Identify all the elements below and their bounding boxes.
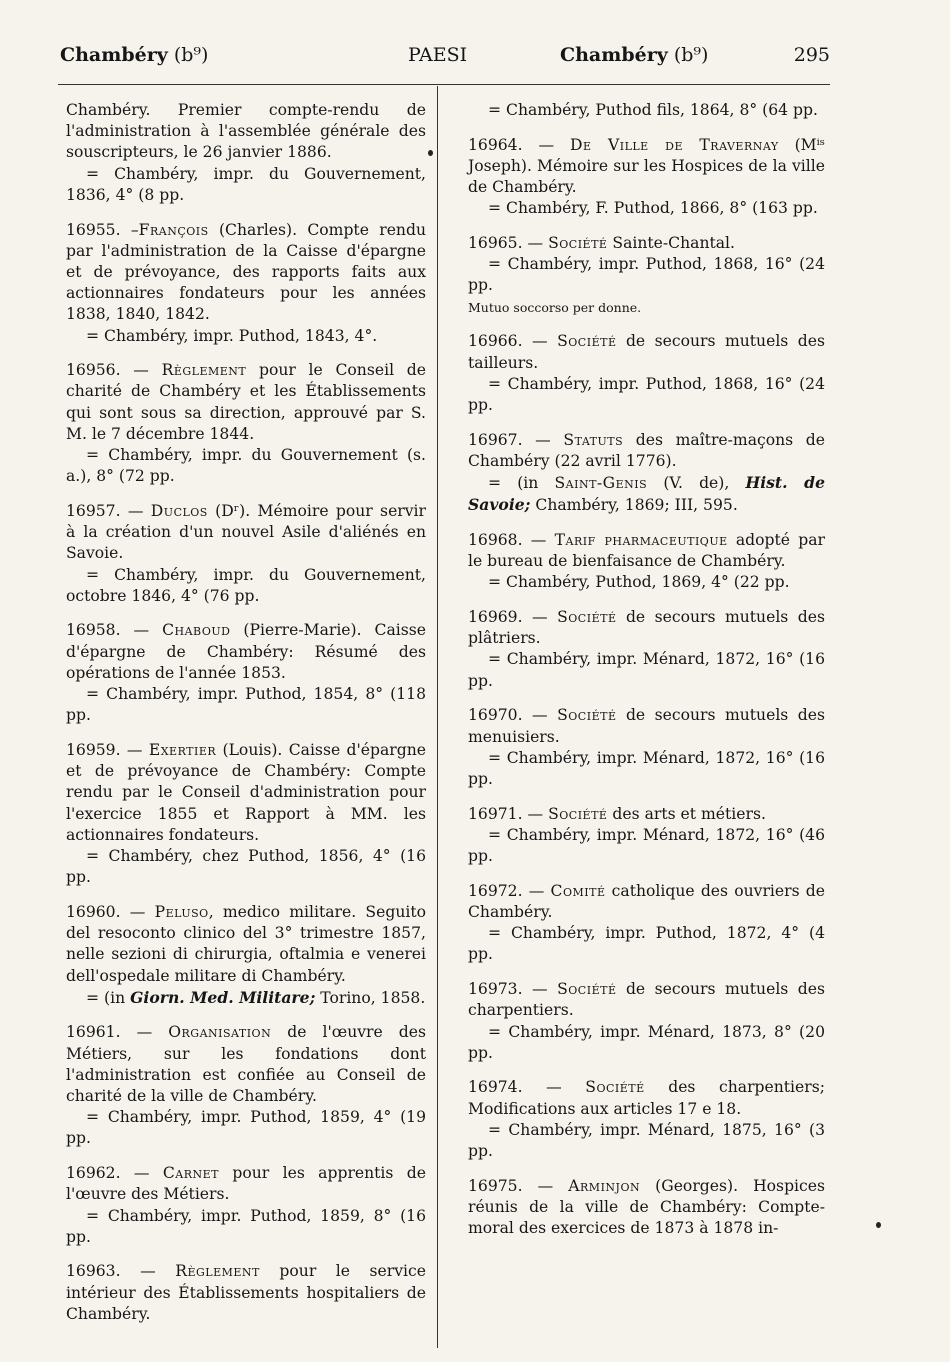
entry-16975 xyxy=(468,1176,825,1240)
entry-author: Règlement xyxy=(175,1262,260,1281)
entry-imprint: = Chambéry, impr. Puthod, 1843, 4°. xyxy=(86,326,378,345)
entry-number: 16956. — xyxy=(66,361,162,380)
entry-imprint: = Chambéry, impr. Puthod, 1859, 4° (19 pp. xyxy=(66,1108,426,1148)
entry-16960 xyxy=(66,902,426,1009)
entry-text: adopté par le bureau de bienfaisance de Chambéry. xyxy=(468,530,825,571)
entry-16963 xyxy=(66,1261,426,1325)
entry-number: 16970. — xyxy=(468,706,558,725)
entry-number: 16961. — xyxy=(66,1023,169,1042)
entry-number: 16975. — xyxy=(468,1176,569,1195)
entry-imprint: = Chambéry, impr. Puthod, 1868, 16° (24 pp. xyxy=(468,374,825,414)
imprint-post: Chambéry, 1869; III, 595. xyxy=(530,496,738,515)
entry-16965 xyxy=(468,233,825,318)
entry-text: pour les apprentis de l'œuvre des Métiers. xyxy=(66,1164,426,1204)
entry-number: 16971. — xyxy=(468,804,549,823)
entry-number: 16974. — xyxy=(468,1078,586,1097)
entry-16972 xyxy=(468,881,825,966)
entry-16969 xyxy=(468,607,825,692)
entry-author: Société xyxy=(557,608,617,627)
entry-author: Règlement xyxy=(161,361,247,380)
entry-16959 xyxy=(66,740,426,888)
entry-body xyxy=(66,1022,426,1107)
entry-author: Organisation xyxy=(168,1023,272,1042)
entry-number: 16964. — xyxy=(468,135,571,154)
imprint-author: Saint-Genis xyxy=(554,474,648,493)
ink-speck xyxy=(876,1222,881,1228)
header-left xyxy=(60,44,208,66)
entry-number: 16963. — xyxy=(66,1262,176,1281)
header-right-sup: (b⁹) xyxy=(673,44,709,66)
entry-text: (Mⁱˢ Joseph). Mémoire sur les Hospices de la ville de Chambéry. xyxy=(468,135,826,197)
entry-number: 16972. — xyxy=(468,881,551,900)
entry-imprint xyxy=(468,472,825,516)
entry-body xyxy=(468,881,825,923)
entry-text: (Louis). Caisse d'épargne et de prévoyance de Chambéry: Compte rendu par le Conseil d'administration pour l'exercice 1855 et Rapport à MM. les actionnaires fondateurs. xyxy=(66,740,426,844)
entry-author: François xyxy=(138,220,209,239)
entry-imprint: = Chambéry, Puthod fils, 1864, 8° (64 pp. xyxy=(488,101,818,119)
entry-body xyxy=(468,1176,825,1240)
entry-text: , medico militare. Seguito del resoconto clinico del 3° trimestre 1857, nelle sezioni di chirurgia, oftalmia e venerei dell'ospedale militare di Chambéry. xyxy=(66,902,426,985)
entry-author: De Ville de Travernay xyxy=(570,135,779,154)
entry-text: des maître-maçons de Chambéry (22 avril 1776). xyxy=(468,430,825,470)
entry-body xyxy=(66,360,426,445)
entry-imprint: = Chambéry, impr. Puthod, 1872, 4° (4 pp. xyxy=(468,924,825,964)
entry-author: Tarif pharmaceutique xyxy=(554,530,728,549)
entry-16958 xyxy=(66,620,426,726)
entry-body xyxy=(66,902,426,987)
entry-body xyxy=(66,620,426,684)
entry-body xyxy=(66,1163,426,1205)
entry-author: Comité xyxy=(550,881,606,900)
running-header xyxy=(60,44,830,74)
entry-text: catholique des ouvriers de Chambéry. xyxy=(468,881,825,921)
entry-16956 xyxy=(66,360,426,487)
entry-author: Société xyxy=(548,234,608,253)
entry-text: des arts et métiers. xyxy=(607,804,766,823)
entry-body xyxy=(468,233,825,254)
entry-body xyxy=(468,1077,825,1119)
entry-body xyxy=(468,530,825,572)
header-right-title: Chambéry xyxy=(560,44,668,66)
imprint-title: Hist. de Savoie; xyxy=(468,473,826,515)
entry-text: des charpentiers; Modifications aux articles 17 e 18. xyxy=(468,1078,825,1118)
entry-text: de secours mutuels des tailleurs. xyxy=(468,332,825,372)
entry-body xyxy=(468,979,825,1021)
entry-imprint: = Chambéry, impr. Puthod, 1854, 8° (118 pp. xyxy=(66,685,426,725)
entry-body xyxy=(66,501,426,565)
entry-author: Société xyxy=(557,980,617,999)
entry-author: Peluso xyxy=(154,902,209,921)
entry-imprint: = Chambéry, impr. Puthod, 1868, 16° (24 pp. xyxy=(468,255,825,295)
entry-number: 16962. — xyxy=(66,1164,163,1183)
entry-author: Chaboud xyxy=(162,621,231,640)
entry-imprint: = Chambéry, Puthod, 1869, 4° (22 pp. xyxy=(488,573,790,592)
entry-author: Société xyxy=(585,1078,645,1097)
entry-text: de secours mutuels des menuisiers. xyxy=(468,706,825,746)
entry-imprint: = Chambéry, impr. Ménard, 1872, 16° (46 pp. xyxy=(468,825,825,866)
entry-16957 xyxy=(66,501,426,607)
entry-text: Sainte-Chantal. xyxy=(607,234,735,253)
imprint-journal: Giorn. Med. Militare; xyxy=(130,987,316,1007)
right-column xyxy=(468,100,825,1253)
entry-number: 16968. — xyxy=(468,530,555,549)
entry-number: 16973. — xyxy=(468,980,558,999)
imprint-pre: = (in xyxy=(86,988,131,1007)
entry-imprint: = Chambéry, chez Puthod, 1856, 4° (16 pp. xyxy=(66,847,426,887)
entry-16955 xyxy=(66,220,426,347)
entry-author: Société xyxy=(548,804,608,823)
entry-note: Mutuo soccorso per donne. xyxy=(468,299,642,315)
imprint-mid: (V. de), xyxy=(647,474,746,493)
entry-imprint: = Chambéry, impr. du Gouvernement (s. a.), 8° (72 pp. xyxy=(66,446,426,486)
entry-text: (Dʳ). Mémoire pour servir à la création d'un nouvel Asile d'aliénés en Savoie. xyxy=(66,501,426,563)
page-number: 295 xyxy=(793,44,830,66)
header-left-title: Chambéry xyxy=(60,44,168,66)
entry-author: Exertier xyxy=(148,740,217,759)
entry-16961 xyxy=(66,1022,426,1149)
entry-number: 16957. — xyxy=(66,501,151,520)
entry-imprint: = Chambéry, impr. du Gouvernement, 1836, 4° (8 pp. xyxy=(66,164,426,204)
entry-body xyxy=(468,804,825,825)
entry-16966 xyxy=(468,331,825,416)
entry-16974 xyxy=(468,1077,825,1162)
entry-author: Duclos xyxy=(150,501,208,520)
header-center: PAESI xyxy=(408,44,468,66)
entry-author: Carnet xyxy=(162,1164,220,1183)
entry-author: Arminjon xyxy=(568,1176,641,1195)
entry-number: 16959. — xyxy=(66,740,149,759)
entry-16971 xyxy=(468,804,825,868)
entry-16968 xyxy=(468,530,825,594)
entry-imprint: = Chambéry, F. Puthod, 1866, 8° (163 pp. xyxy=(488,199,818,218)
entry-imprint xyxy=(66,987,426,1009)
entry-body xyxy=(468,705,825,747)
entry-number: 16960. — xyxy=(66,902,155,921)
entry-16973 xyxy=(468,979,825,1064)
entry-text: Chambéry. Premier compte-rendu de l'administration à l'assemblée générale des souscripteurs, le 26 janvier 1886. xyxy=(66,101,426,162)
entry-text: pour le Conseil de charité de Chambéry et les Établissements qui sont sous sa direction, approuvé par S. M. le 7 décembre 1844. xyxy=(66,361,426,443)
entry-body xyxy=(468,331,825,373)
entry-body xyxy=(66,1261,426,1325)
entry-author: Statuts xyxy=(563,430,624,449)
entry-imprint: = Chambéry, impr. Ménard, 1872, 16° (16 pp. xyxy=(468,748,825,788)
ink-speck xyxy=(428,150,433,156)
entry-body xyxy=(468,607,825,649)
entry-number: 16969. — xyxy=(468,608,558,627)
entry-number: 16955. – xyxy=(66,220,139,239)
entry-text: de secours mutuels des charpentiers. xyxy=(468,980,825,1020)
entry-16964 xyxy=(468,135,825,220)
column-divider xyxy=(437,86,438,1348)
entry-imprint: = Chambéry, impr. Ménard, 1872, 16° (16 pp. xyxy=(468,650,825,690)
entry xyxy=(66,100,426,206)
entry-number: 16966. — xyxy=(468,332,558,351)
entry-body xyxy=(468,135,825,199)
imprint-pre: = (in xyxy=(488,474,555,493)
header-right xyxy=(560,44,708,66)
entry-text: (Georges). Hospices réunis de la ville de Chambéry: Compte-moral des exercices de 1873 à 1878 in- xyxy=(468,1176,825,1238)
entry-imprint: = Chambéry, impr. Ménard, 1875, 16° (3 pp. xyxy=(468,1120,825,1161)
entry-number: 16958. — xyxy=(66,621,163,640)
entry-body xyxy=(468,430,825,472)
header-left-sup: (b⁹) xyxy=(173,44,209,66)
entry-16962 xyxy=(66,1163,426,1248)
entry-imprint: = Chambéry, impr. du Gouvernement, octobre 1846, 4° (76 pp. xyxy=(66,565,426,605)
entry-body xyxy=(66,740,426,846)
entry-number: 16965. — xyxy=(468,234,549,253)
entry-text: pour le service intérieur des Établissements hospitaliers de Chambéry. xyxy=(66,1262,426,1323)
entry-16970 xyxy=(468,705,825,790)
entry-continued xyxy=(468,100,825,121)
entry-body xyxy=(66,220,426,326)
entry-16967 xyxy=(468,430,825,517)
entry-number: 16967. — xyxy=(468,430,564,449)
imprint-post: Torino, 1858. xyxy=(315,988,426,1007)
entry-text: (Charles). Compte rendu par l'administration de la Caisse d'épargne et de prévoyance, des rapports faits aux actionnaires fondateurs pour les années 1838, 1840, 1842. xyxy=(66,220,426,324)
entry-imprint: = Chambéry, impr. Ménard, 1873, 8° (20 pp. xyxy=(468,1022,825,1062)
entry-author: Société xyxy=(557,706,617,725)
entry-text: de l'œuvre des Métiers, sur les fondations dont l'administration est confiée au Conseil de charité de la ville de Chambéry. xyxy=(66,1023,426,1106)
left-column xyxy=(66,100,426,1339)
entry-author: Société xyxy=(557,332,617,351)
entry-text: (Pierre-Marie). Caisse d'épargne de Chambéry: Résumé des opérations de l'année 1853. xyxy=(66,621,426,682)
header-rule xyxy=(58,84,830,85)
entry-imprint: = Chambéry, impr. Puthod, 1859, 8° (16 pp. xyxy=(66,1206,426,1246)
entry-text: de secours mutuels des plâtriers. xyxy=(468,608,825,648)
